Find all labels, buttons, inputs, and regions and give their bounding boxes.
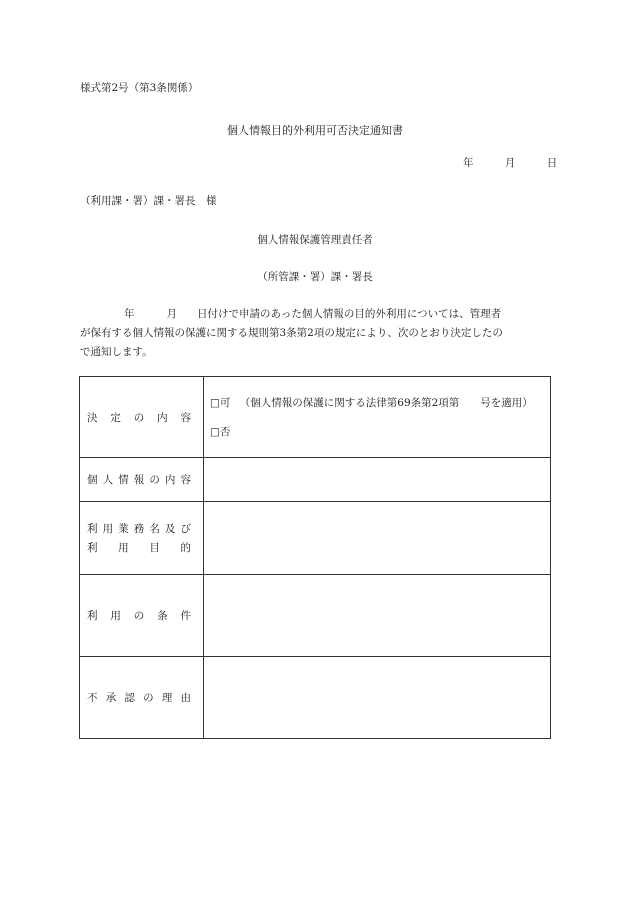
content-label-cell (80, 458, 204, 502)
conditions-label-cell (80, 575, 204, 657)
label-char: 容 (180, 474, 191, 486)
label-char: 内 (157, 411, 168, 424)
label-char: の (133, 411, 145, 424)
option-deny[interactable]: □否 (210, 426, 231, 438)
label-char: 人 (102, 474, 114, 486)
body-line-3: で通知します。 (80, 346, 153, 358)
label-char: 定 (110, 411, 121, 424)
conditions-label (87, 608, 191, 623)
notice-body (80, 305, 550, 362)
date-day: 日 (546, 157, 558, 169)
label-char: 業 (118, 523, 129, 535)
decision-table (79, 376, 551, 739)
purpose-value-cell[interactable] (204, 502, 551, 575)
purpose-label-cell (80, 502, 204, 575)
label-char: 由 (180, 692, 191, 704)
purpose-label-line1 (87, 521, 191, 536)
label-char: 利 (87, 542, 98, 554)
body-line-2: が保有する個人情報の保護に関する規則第3条第2項の規定により、次のとおり決定したの (80, 327, 503, 339)
document-title: 個人情報目的外利用可否決定通知書 (227, 124, 403, 137)
label-char: 名 (149, 523, 160, 535)
form-number: 様式第2号（第3条関係） (80, 82, 199, 94)
label-char: 個 (87, 474, 98, 486)
label-char: 利 (87, 610, 98, 622)
reason-value-cell[interactable] (204, 657, 551, 739)
label-char: 決 (87, 411, 98, 424)
label-char: 容 (180, 411, 191, 424)
table-row-reason (80, 657, 551, 739)
table-row-decision (80, 377, 551, 458)
content-label (87, 472, 191, 487)
table-row-content (80, 458, 551, 502)
decision-value-cell[interactable] (204, 377, 551, 458)
issuer-dept: （所管課・署）課・署長 (257, 271, 373, 283)
label-char: 理 (161, 692, 173, 704)
date-line (463, 155, 557, 170)
body-month: 月 (166, 308, 177, 320)
label-char: 認 (124, 692, 135, 704)
decision-label (87, 410, 191, 425)
label-char: 件 (180, 610, 191, 622)
label-char: 用 (110, 610, 121, 622)
option-approve[interactable] (210, 395, 550, 410)
decision-label-cell (80, 377, 204, 458)
label-char: の (143, 692, 154, 704)
issuer-role: 個人情報保護管理責任者 (257, 234, 373, 246)
label-char: 不 (87, 692, 98, 704)
date-month: 月 (504, 157, 516, 169)
label-char: 条 (157, 610, 168, 622)
body-line-1 (80, 305, 550, 324)
option-approve-note: （個人情報の保護に関する法律第69条第2項第 号を適用） (239, 397, 533, 409)
content-value-cell[interactable] (204, 458, 551, 502)
conditions-value-cell[interactable] (204, 575, 551, 657)
table-row-conditions (80, 575, 551, 657)
body-line-1-text: 日付けで申請のあった個人情報の目的外利用については、管理者 (197, 308, 502, 320)
label-char: 用 (118, 542, 129, 554)
label-char: 目 (149, 542, 160, 554)
option-approve-label[interactable]: □可 (210, 397, 231, 409)
label-char: び (180, 523, 191, 535)
label-char: 用 (102, 523, 114, 535)
table-row-purpose (80, 502, 551, 575)
label-char: 的 (180, 542, 191, 554)
label-char: 内 (164, 474, 176, 486)
addressee: （利用課・署）課・署長 様 (80, 195, 217, 207)
purpose-label-line2 (87, 540, 191, 555)
label-char: 報 (133, 474, 145, 486)
label-char: 承 (105, 692, 117, 704)
label-char: 情 (118, 474, 129, 486)
label-char: 及 (164, 523, 176, 535)
body-year: 年 (124, 308, 135, 320)
label-char: 務 (133, 523, 145, 535)
reason-label-cell (80, 657, 204, 739)
label-char: の (133, 610, 145, 622)
reason-label (87, 690, 191, 705)
label-char: の (149, 474, 160, 486)
date-year: 年 (463, 157, 474, 169)
label-char: 利 (87, 523, 98, 535)
